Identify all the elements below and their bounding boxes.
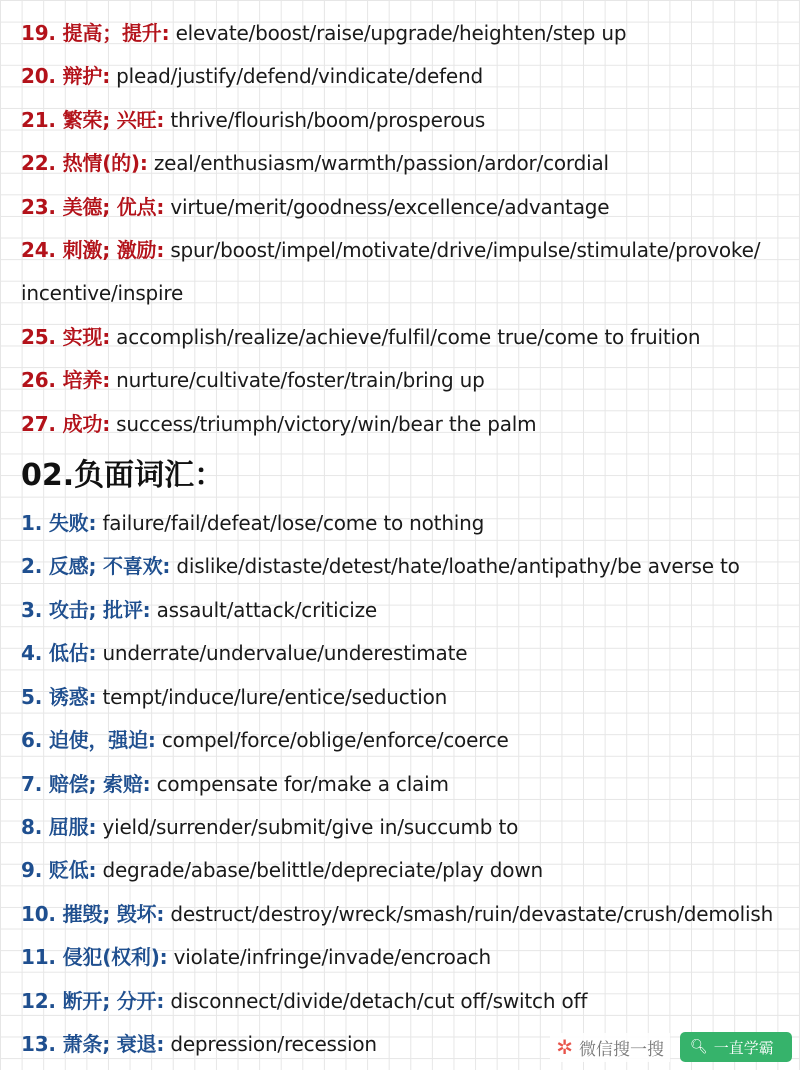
vocab-entry <box>21 359 791 402</box>
vocab-entry-label: 5. 诱惑: <box>21 684 97 709</box>
vocab-entry-label: 26. 培养: <box>21 368 110 393</box>
vocab-entry-label: 1. 失败: <box>21 511 97 536</box>
vocab-entry-words: violate/infringe/invade/encroach <box>173 945 492 970</box>
vocab-entry <box>21 980 791 1023</box>
vocab-entry-label: 24. 刺激; 激励: <box>21 238 165 263</box>
vocab-entry <box>21 545 791 588</box>
vocab-entry-words: zeal/enthusiasm/warmth/passion/ardor/cordial <box>153 151 609 176</box>
vocab-entry <box>21 849 791 892</box>
wechat-search-logo <box>550 1033 670 1062</box>
vocab-entry-words: destruct/destroy/wreck/smash/ruin/devastate/crush/demolish <box>170 901 774 926</box>
vocab-entry-words: thrive/flourish/boom/prosperous <box>170 107 486 132</box>
wechat-search-logo-icon: ✲ <box>556 1035 573 1059</box>
vocab-entry-words: compel/force/oblige/enforce/coerce <box>161 728 509 753</box>
vocab-entry-words: tempt/induce/lure/entice/seduction <box>102 684 448 709</box>
vocab-entry-words: underrate/undervalue/underestimate <box>102 641 468 666</box>
vocab-entry-words: spur/boost/impel/motivate/drive/impulse/stimulate/provoke/ incentive/inspire <box>21 238 761 306</box>
vocab-entry-label: 19. 提高；提升: <box>21 21 170 45</box>
watermark-search-button[interactable] <box>680 1032 792 1062</box>
vocab-entry-label: 8. 屈服: <box>21 814 97 839</box>
vocab-entry-label: 27. 成功: <box>21 411 110 436</box>
vocab-entry <box>21 55 791 98</box>
vocab-entry <box>21 502 791 545</box>
vocab-entry-words: depression/recession <box>170 1031 377 1056</box>
vocab-entry-label: 20. 辩护: <box>21 64 110 89</box>
vocab-entry-words: failure/fail/defeat/lose/come to nothing <box>102 511 485 536</box>
vocab-entry-words: disconnect/divide/detach/cut off/switch off <box>170 988 588 1013</box>
vocab-entry-words: dislike/distaste/detest/hate/loathe/antipathy/be averse to <box>176 554 740 579</box>
vocab-entry-label: 4. 低估: <box>21 641 97 666</box>
vocab-entry-label: 9. 贬低: <box>21 858 97 883</box>
vocab-entry-label: 6. 迫使，强迫: <box>21 728 156 753</box>
negative-vocabulary-list <box>21 502 791 1066</box>
vocab-entry-words: accomplish/realize/achieve/fulfil/come true/come to fruition <box>116 324 701 349</box>
vocab-entry-words: virtue/merit/goodness/excellence/advantage <box>170 194 610 219</box>
vocabulary-document <box>21 12 791 1066</box>
vocab-entry-words: success/triumph/victory/win/bear the palm <box>116 411 537 436</box>
watermark-source-text: 微信搜一搜 <box>579 1039 664 1060</box>
vocab-entry <box>21 763 791 806</box>
vocab-entry <box>21 316 791 359</box>
search-icon: 🔍︎ <box>690 1039 708 1055</box>
vocab-entry-label: 23. 美德; 优点: <box>21 194 165 219</box>
vocab-entry-words: degrade/abase/belittle/depreciate/play down <box>102 858 543 883</box>
positive-vocabulary-list <box>21 12 791 446</box>
vocab-entry <box>21 403 791 446</box>
vocab-entry <box>21 12 791 55</box>
vocab-entry <box>21 806 791 849</box>
vocab-entry-label: 12. 断开; 分开: <box>21 988 165 1013</box>
watermark-search-label: 一直学霸 <box>713 1038 774 1057</box>
vocab-entry-words: plead/justify/defend/vindicate/defend <box>116 64 483 89</box>
vocab-entry <box>21 893 791 936</box>
vocab-entry <box>21 676 791 719</box>
section-title: 02.负面词汇： <box>21 458 225 494</box>
vocab-entry-label: 22. 热情(的): <box>21 151 148 176</box>
vocab-entry-label: 3. 攻击; 批评: <box>21 597 151 622</box>
vocab-entry-label: 10. 摧毁; 毁坏: <box>21 901 165 926</box>
vocab-entry-label: 7. 赔偿; 索赔: <box>21 771 151 796</box>
vocab-entry-label: 13. 萧条; 衰退: <box>21 1031 165 1056</box>
vocab-entry-label: 11. 侵犯(权利): <box>21 945 168 970</box>
vocab-entry-words: nurture/cultivate/foster/train/bring up <box>116 368 485 393</box>
vocab-entry <box>21 186 791 229</box>
vocab-entry <box>21 719 791 762</box>
vocab-entry <box>21 936 791 979</box>
vocab-entry-label: 25. 实现: <box>21 324 110 349</box>
vocab-entry-label: 2. 反感; 不喜欢: <box>21 554 171 579</box>
vocab-entry <box>21 142 791 185</box>
vocab-entry <box>21 99 791 142</box>
vocab-entry-words: yield/surrender/submit/give in/succumb to <box>102 814 519 839</box>
vocab-entry <box>21 632 791 675</box>
vocab-entry-label: 21. 繁荣; 兴旺: <box>21 107 165 132</box>
vocab-entry <box>21 589 791 632</box>
vocab-entry-words: assault/attack/criticize <box>156 597 378 622</box>
vocab-entry-words: compensate for/make a claim <box>156 771 449 796</box>
wechat-search-watermark <box>550 1032 792 1062</box>
vocab-entry-words: elevate/boost/raise/upgrade/heighten/step up <box>175 21 627 45</box>
vocab-entry <box>21 229 791 316</box>
